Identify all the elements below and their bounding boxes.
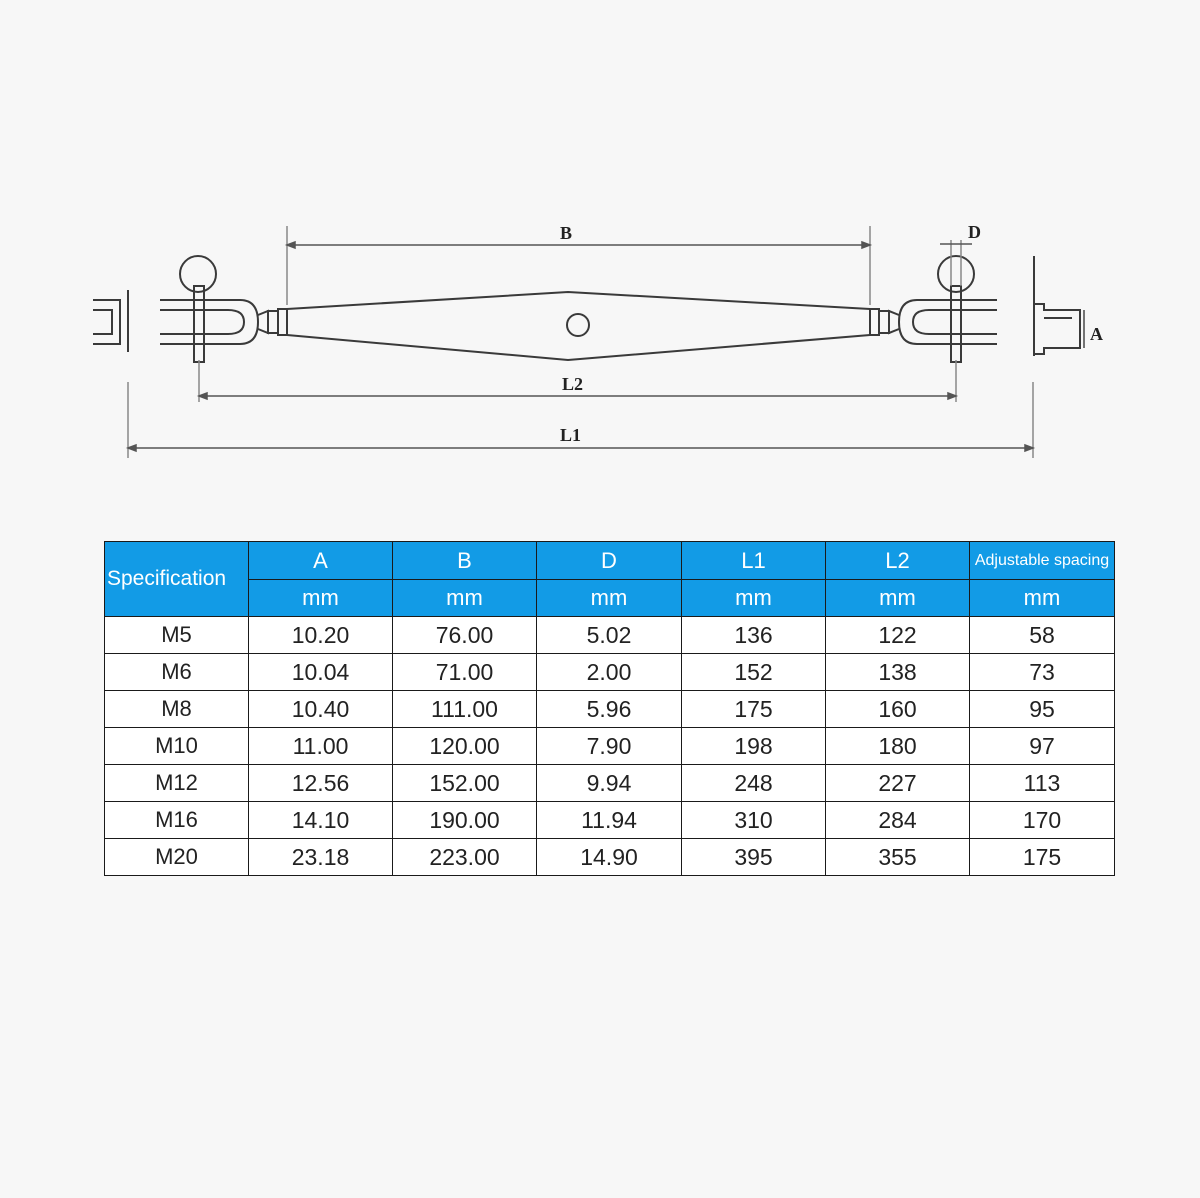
value-cell: 152 <box>682 654 826 691</box>
left-end-view <box>93 290 128 352</box>
value-cell: 111.00 <box>393 691 537 728</box>
value-cell: 223.00 <box>393 839 537 876</box>
value-cell: 58 <box>970 617 1115 654</box>
value-cell: 395 <box>682 839 826 876</box>
turnbuckle-body <box>287 292 870 360</box>
header-d: D <box>537 542 682 580</box>
table-row <box>105 728 1115 765</box>
header-specification: Specification <box>105 542 249 617</box>
label-d: D <box>968 222 981 242</box>
spec-cell: M6 <box>105 654 249 691</box>
unit-l2: mm <box>826 580 970 617</box>
value-cell: 175 <box>970 839 1115 876</box>
table-row <box>105 691 1115 728</box>
table-row <box>105 839 1115 876</box>
label-a: A <box>1090 324 1103 344</box>
value-cell: 14.10 <box>249 802 393 839</box>
value-cell: 175 <box>682 691 826 728</box>
label-l2: L2 <box>562 374 584 394</box>
table-row <box>105 617 1115 654</box>
value-cell: 11.00 <box>249 728 393 765</box>
value-cell: 160 <box>826 691 970 728</box>
header-b: B <box>393 542 537 580</box>
value-cell: 14.90 <box>537 839 682 876</box>
value-cell: 136 <box>682 617 826 654</box>
label-l1: L1 <box>560 425 582 445</box>
header-adjustable-spacing: Adjustable spacing <box>970 542 1115 580</box>
specification-table <box>104 541 1115 876</box>
value-cell: 113 <box>970 765 1115 802</box>
unit-adjustable-spacing: mm <box>970 580 1115 617</box>
table-body <box>105 617 1115 876</box>
spec-cell: M12 <box>105 765 249 802</box>
value-cell: 9.94 <box>537 765 682 802</box>
value-cell: 12.56 <box>249 765 393 802</box>
value-cell: 2.00 <box>537 654 682 691</box>
header-l2: L2 <box>826 542 970 580</box>
spec-cell: M8 <box>105 691 249 728</box>
unit-a: mm <box>249 580 393 617</box>
value-cell: 10.40 <box>249 691 393 728</box>
value-cell: 7.90 <box>537 728 682 765</box>
value-cell: 170 <box>970 802 1115 839</box>
value-cell: 5.02 <box>537 617 682 654</box>
header-row <box>105 542 1115 580</box>
value-cell: 5.96 <box>537 691 682 728</box>
value-cell: 310 <box>682 802 826 839</box>
dimension-d <box>940 240 972 286</box>
value-cell: 190.00 <box>393 802 537 839</box>
value-cell: 198 <box>682 728 826 765</box>
value-cell: 284 <box>826 802 970 839</box>
unit-b: mm <box>393 580 537 617</box>
value-cell: 248 <box>682 765 826 802</box>
turnbuckle-technical-drawing <box>0 0 1200 500</box>
right-end-view <box>1034 256 1084 356</box>
spec-cell: M10 <box>105 728 249 765</box>
table-row <box>105 654 1115 691</box>
value-cell: 73 <box>970 654 1115 691</box>
value-cell: 152.00 <box>393 765 537 802</box>
value-cell: 11.94 <box>537 802 682 839</box>
value-cell: 71.00 <box>393 654 537 691</box>
value-cell: 227 <box>826 765 970 802</box>
value-cell: 355 <box>826 839 970 876</box>
value-cell: 23.18 <box>249 839 393 876</box>
spec-cell: M20 <box>105 839 249 876</box>
unit-d: mm <box>537 580 682 617</box>
unit-row <box>105 580 1115 617</box>
label-b: B <box>560 223 573 243</box>
right-fork-jaw <box>870 256 997 362</box>
value-cell: 76.00 <box>393 617 537 654</box>
value-cell: 95 <box>970 691 1115 728</box>
value-cell: 122 <box>826 617 970 654</box>
unit-l1: mm <box>682 580 826 617</box>
table-row <box>105 765 1115 802</box>
spec-cell: M5 <box>105 617 249 654</box>
value-cell: 97 <box>970 728 1115 765</box>
value-cell: 120.00 <box>393 728 537 765</box>
value-cell: 180 <box>826 728 970 765</box>
header-a: A <box>249 542 393 580</box>
value-cell: 10.04 <box>249 654 393 691</box>
value-cell: 138 <box>826 654 970 691</box>
spec-cell: M16 <box>105 802 249 839</box>
value-cell: 10.20 <box>249 617 393 654</box>
header-l1: L1 <box>682 542 826 580</box>
left-fork-jaw <box>160 256 287 362</box>
table-row <box>105 802 1115 839</box>
